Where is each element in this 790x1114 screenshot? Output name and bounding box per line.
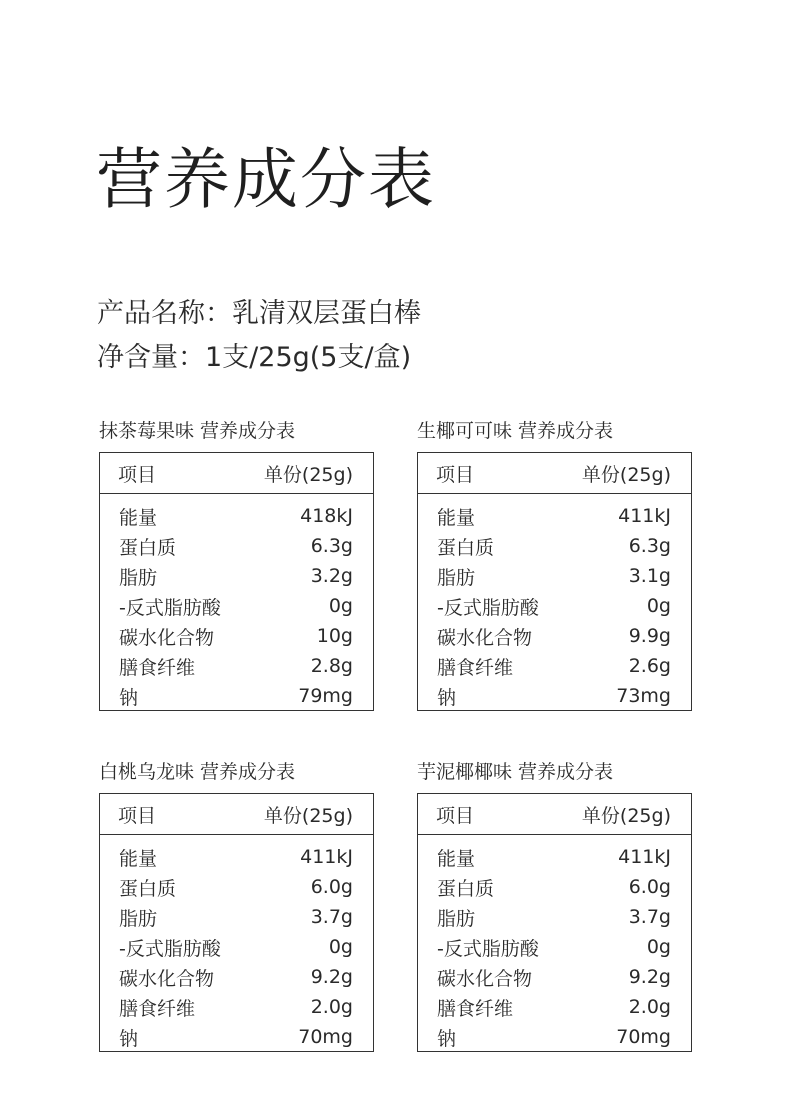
header-per-serving: 单份(25g) xyxy=(263,804,353,827)
nutrient-value: 70mg xyxy=(298,1026,353,1048)
nutrient-value: 9.9g xyxy=(628,625,671,647)
net-content: 净含量：1支/25g(5支/盒) xyxy=(97,342,412,373)
nutrient-name: -反式脂肪酸 xyxy=(119,596,221,619)
nutrient-name: 钠 xyxy=(437,686,457,709)
header-item: 项目 xyxy=(118,463,157,486)
nutrient-value: 6.0g xyxy=(310,876,353,898)
nutrient-name: 蛋白质 xyxy=(437,877,495,900)
nutrient-value: 10g xyxy=(316,625,353,647)
table-row xyxy=(418,651,691,681)
nutrient-name: 能量 xyxy=(437,847,476,870)
nutrient-value: 3.7g xyxy=(628,906,671,928)
header-item: 项目 xyxy=(436,804,475,827)
nutrient-value: 6.0g xyxy=(628,876,671,898)
nutrient-value: 9.2g xyxy=(310,966,353,988)
table-row xyxy=(418,591,691,621)
table-header xyxy=(100,453,373,494)
nutrient-name: 蛋白质 xyxy=(119,536,177,559)
nutrition-panel-matcha-berry xyxy=(99,418,374,711)
table-header xyxy=(418,453,691,494)
product-name: 产品名称：乳清双层蛋白棒 xyxy=(97,298,421,329)
nutrient-name: 蛋白质 xyxy=(437,536,495,559)
nutrient-name: 能量 xyxy=(119,506,158,529)
header-item: 项目 xyxy=(436,463,475,486)
panel-title: 白桃乌龙味 营养成分表 xyxy=(99,761,296,783)
table-row xyxy=(100,992,373,1022)
header-per-serving: 单份(25g) xyxy=(263,463,353,486)
nutrient-value: 2.0g xyxy=(628,996,671,1018)
nutrient-name: -反式脂肪酸 xyxy=(437,937,539,960)
table-row xyxy=(418,531,691,561)
table-row xyxy=(100,501,373,531)
panel-title: 芋泥椰椰味 营养成分表 xyxy=(417,761,614,783)
nutrient-value: 0g xyxy=(646,595,671,617)
nutrient-name: 脂肪 xyxy=(437,907,476,930)
table-row xyxy=(418,932,691,962)
nutrient-value: 411kJ xyxy=(618,505,671,527)
table-row xyxy=(418,842,691,872)
table-row xyxy=(100,1022,373,1052)
nutrient-name: 碳水化合物 xyxy=(437,626,533,649)
nutrient-name: 能量 xyxy=(119,847,158,870)
nutrition-panel-coconut-cocoa xyxy=(417,418,692,711)
table-row xyxy=(100,561,373,591)
page-title: 营养成分表 xyxy=(96,141,436,218)
nutrient-value: 0g xyxy=(646,936,671,958)
table-row xyxy=(100,842,373,872)
nutrition-table xyxy=(417,793,692,1052)
header-per-serving: 单份(25g) xyxy=(581,463,671,486)
panel-title: 抹茶莓果味 营养成分表 xyxy=(99,420,296,442)
nutrient-name: 蛋白质 xyxy=(119,877,177,900)
table-row xyxy=(100,902,373,932)
nutrient-value: 0g xyxy=(328,595,353,617)
nutrient-value: 2.6g xyxy=(628,655,671,677)
table-header xyxy=(100,794,373,835)
table-row xyxy=(418,902,691,932)
nutrient-value: 6.3g xyxy=(628,535,671,557)
nutrient-name: 能量 xyxy=(437,506,476,529)
nutrient-name: 膳食纤维 xyxy=(437,997,514,1020)
nutrient-name: 膳食纤维 xyxy=(437,656,514,679)
nutrient-name: -反式脂肪酸 xyxy=(119,937,221,960)
nutrient-name: 钠 xyxy=(119,686,139,709)
table-row xyxy=(418,872,691,902)
nutrient-value: 411kJ xyxy=(300,846,353,868)
nutrient-name: 膳食纤维 xyxy=(119,656,196,679)
table-row xyxy=(100,932,373,962)
nutrient-value: 6.3g xyxy=(310,535,353,557)
nutrient-value: 3.2g xyxy=(310,565,353,587)
nutrient-name: 碳水化合物 xyxy=(119,967,215,990)
nutrient-name: -反式脂肪酸 xyxy=(437,596,539,619)
nutrient-value: 3.7g xyxy=(310,906,353,928)
header-item: 项目 xyxy=(118,804,157,827)
nutrient-name: 脂肪 xyxy=(119,566,158,589)
panel-title: 生椰可可味 营养成分表 xyxy=(417,420,614,442)
nutrient-value: 3.1g xyxy=(628,565,671,587)
table-row xyxy=(100,651,373,681)
table-row xyxy=(418,992,691,1022)
nutrient-value: 2.0g xyxy=(310,996,353,1018)
nutrient-name: 膳食纤维 xyxy=(119,997,196,1020)
nutrition-table xyxy=(99,452,374,711)
table-row xyxy=(418,621,691,651)
table-row xyxy=(418,561,691,591)
nutrient-value: 2.8g xyxy=(310,655,353,677)
nutrient-value: 9.2g xyxy=(628,966,671,988)
nutrient-value: 418kJ xyxy=(300,505,353,527)
table-row xyxy=(100,591,373,621)
nutrition-panel-taro-coconut xyxy=(417,759,692,1052)
table-row xyxy=(100,621,373,651)
header-per-serving: 单份(25g) xyxy=(581,804,671,827)
table-row xyxy=(100,531,373,561)
table-row xyxy=(418,681,691,711)
table-row xyxy=(100,872,373,902)
nutrition-table xyxy=(99,793,374,1052)
nutrition-panel-peach-oolong xyxy=(99,759,374,1052)
table-row xyxy=(100,962,373,992)
nutrient-name: 脂肪 xyxy=(437,566,476,589)
nutrient-value: 70mg xyxy=(616,1026,671,1048)
nutrient-name: 碳水化合物 xyxy=(119,626,215,649)
nutrient-name: 脂肪 xyxy=(119,907,158,930)
nutrient-name: 钠 xyxy=(437,1027,457,1050)
nutrient-value: 79mg xyxy=(298,685,353,707)
nutrient-name: 碳水化合物 xyxy=(437,967,533,990)
nutrition-table xyxy=(417,452,692,711)
table-row xyxy=(418,501,691,531)
nutrient-value: 0g xyxy=(328,936,353,958)
table-header xyxy=(418,794,691,835)
nutrient-value: 73mg xyxy=(616,685,671,707)
table-row xyxy=(418,1022,691,1052)
table-row xyxy=(100,681,373,711)
nutrient-value: 411kJ xyxy=(618,846,671,868)
nutrient-name: 钠 xyxy=(119,1027,139,1050)
table-row xyxy=(418,962,691,992)
